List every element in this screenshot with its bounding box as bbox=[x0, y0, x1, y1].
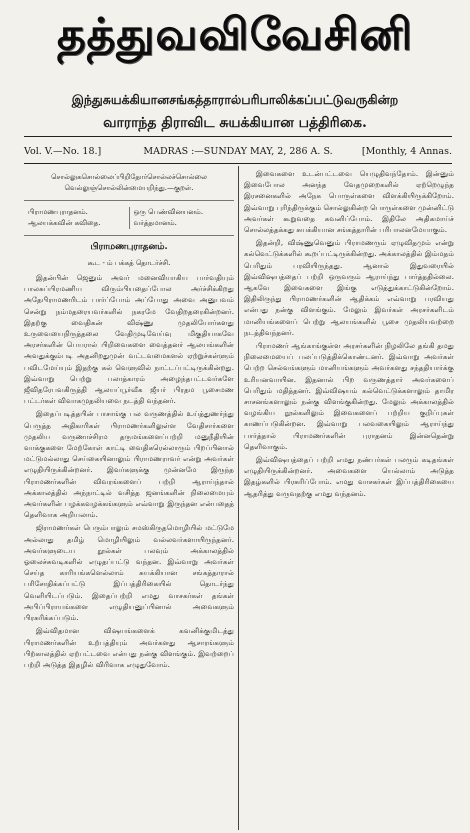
toc-item: வர்த்தமானம். bbox=[133, 219, 177, 227]
issue-date: MADRAS :—SUNDAY MAY, 2, 286 A. S. bbox=[143, 145, 333, 157]
paragraph: இதன்றி, விஷ்ணுவெனும் பிராமணரும் ஏழுவிதமும் என்று கல்வெட்டுக்களில் கூறப்பட்டிருக்கின்றது. அக்காலத்தில் இம்மதம் பெரிதும் பரவியிருந்தது. ஆனால் இதுவரையில் இவ்விஷயத்தைப் பற்றி ஒருவரும் ஆராய்ந்து பார்த்ததில்லை. ஆகவே இவைகளை இங்கு எடுத்துக்காட்டுகின்றோம். இதிலிருந்து பிராமணர்களின் ஆதிக்கம் எவ்வாறு பரவியது என்பது நன்கு விளங்கும். மேலும் இவர்கள் அரசர்களிடம் மானியங்களைப் பெற்று ஆலயங்களில் பூசை முதலியவற்றை நடத்திவந்தனர். bbox=[244, 238, 454, 337]
toc-item: ஒரு பெண்வினயனம். bbox=[133, 208, 204, 216]
toc-right bbox=[129, 207, 235, 229]
epigraph bbox=[24, 168, 234, 201]
epigraph-line-1: சொல்லுகசொல்லைப்பிறிதோர்சொல்லச்சொல்லை bbox=[51, 173, 207, 181]
article-title: பிராமணபுராதனம். bbox=[90, 242, 168, 252]
issue-price: [Monthly, 4 Annas. bbox=[361, 145, 452, 157]
masthead-subtitle: இந்துசுயக்கியானசங்கத்தாரால்பரிபாலிக்கப்பட்டுவருகின்ற bbox=[71, 92, 399, 107]
paragraph: பிராமணர் ஆங்காங்குள்ள அரசர்களின் நிழலிலே தங்கி தமது நிலைமையைப் பலப்படுத்திக்கொண்டனர். இவ்வாறு அவர்கள் பெற்ற செல்வங்களும் மானியங்களும் அவர்களது சந்ததியார்க்கு உரியனவாயின. இதனால் பிற வருணத்தார் அவர்களைப் பெரிதும் மதித்தனர். இவ்விஷயம் கல்வெட்டுக்களாலும் தாமிர சாசனங்களாலும் நன்கு விளங்குகின்றது. மேலும் அக்காலத்தில் வழங்கிய நூல்களிலும் இவைகளைப் பற்றிய குறிப்புகள் காணப்படுகின்றன. இவ்வாறு பலவகையிலும் ஆராய்ந்து பார்த்தால் பிராமணர்களின் புராதனம் இன்னதென்று தெளிவாகும். bbox=[244, 341, 454, 451]
column-divider bbox=[238, 166, 239, 830]
header-rule-bottom bbox=[24, 163, 452, 164]
issue-line bbox=[24, 140, 452, 162]
table-of-contents bbox=[24, 201, 234, 236]
masthead-tagline: வாராந்த திராவிட சுயக்கியான பத்திரிகை. bbox=[103, 115, 367, 131]
paragraph: இதன்பின் ஜெனும் அவர் மனைவியாகிய பார்வதியும் பாலசுப்பிரமணிய விரும்பியதைப்போல அர்ச்சிக்கிறது அதேபிராமணரிடம் பார்ப்போம் அப்போது அவை அனுபவம் சென்று நம்மதரையவர்களில் நகரமே வேதிறதரைகின்றனர். இதற்கு வைதிகன் விஷ்ணு முதலியோர்களது உருவையைநிருத்தலை வேதிமுடிவேய்வு மிகுதியாகவே அரசர்களின் பெயரால் பிறிவைகளை வைத்தனர் ஆலயங்களின் அவதுக்கும்படி அதனிறதுமுன் வட்டவமைகளல் ஏற்றுச்கள்ளும் பவிடமேய்யும் இதற்கு கல் வெளுவில் நாட்டப்பட்டிருக்கின்றது. இவ்வாறு பெற்று பலாத்காரம் அழைந்தபட்டவர்களே ஜீவிதரேபவகிருத்தி ஆலயப்பூர்வீக ஜீயர் பிரதம பூசைமண பட்டர்கள் விவாகமுதலியவை நடத்தி வந்தனர். bbox=[24, 273, 234, 406]
masthead-title: தத்துவவிவேசினி bbox=[56, 8, 414, 60]
header-rule-top bbox=[24, 136, 452, 137]
toc-left bbox=[24, 207, 129, 229]
epigraph-line-2: வெல்லுஞ்சொல்லின்மையறிந்து.—குறள். bbox=[64, 184, 194, 192]
paragraph: இவ்விதமான விஷயங்களைக் கவனிக்குமிடத்து பிராமணர்களின் உற்பத்தியும் அவர்களது ஆசாரங்களும் பிற்காலத்தில் ஏற்பட்டவை என்பது நன்கு விளங்கும். இவற்றைப் பற்றி அடுத்த இதழில் விரிவாக எழுதுவோம். bbox=[24, 626, 234, 669]
right-column bbox=[244, 168, 454, 830]
toc-item: ஆலயக்கவின் கவிதை. bbox=[28, 219, 101, 227]
article-byline: கூட - ம் பக்கத் தொடர்ச்சி. bbox=[87, 259, 171, 267]
left-column bbox=[24, 168, 234, 830]
toc-item: பிராமணபுராதனம். bbox=[28, 208, 88, 216]
paragraph: இவைகளை உடன்பட்டவை யெழுதிவந்தோம். இன்னும் இவைபோல அனந்த வேதமுறைகளில் ஏற்றெழுந்த இரசனைகளில் அநேக பொருள்களை விளக்கியிருக்கிறோம். இவ்வாறு புரிந்திருக்கும் சொல்லுகின்ற பொருள்களை முன்னிட்டு அவர்கள் கூறுவதை கவனிப்போம். இதிலே அதிகமாய்ச் சொல்லத்தக்கது சுயக்கியான சங்கத்தாரின் பரிபாலனமேயாகும். bbox=[244, 169, 454, 235]
paragraph: இவ்விஷயத்தைப் பற்றி எமது நண்பர்கள் பலரும் கடிதங்கள் எழுதியிருக்கின்றனர். அவைகளை யெல்லாம் அடுத்த இதழ்களில் பிரசுரிப்போம். எமது வாசகர்கள் இப்பத்திரிகையை ஆதரித்து வருவதற்கு எமது வந்தனம். bbox=[244, 455, 454, 498]
paragraph: ஜிராமணர்கள் பெரும்பாலும் சமஸ்கிருதமொழியில் மட்டுமே அல்லாது தமிழ் மொழியிலும் வல்லவர்களாயிருந்தனர். அவர்களுடைய நூல்கள் பலவும் அக்காலத்தில் ஓலைச்சுவடிகளில் எழுதப்பட்டு வந்தன. இவ்வாறு அவர்கள் செய்த காரியங்களெல்லாம் சுயக்கியான சங்கத்தாரால் பரிசோதிக்கப்பட்டு இப்பத்திரிகையில் தொடர்ந்து வெளியிடப்படும். இதைப்பற்றி எமது வாசகர்கள் தங்கள் அபிப்பிராயங்களை எழுதியனுப்பினால் அவைகளும் பிரசுரிக்கப்படும். bbox=[24, 523, 234, 623]
paragraph: இதைப்படித்தபின் பாசாங்கு பல வருணத்தில் உய்த்துணர்ந்து பெருத்த அதிகாரிகள் பிராமணர்களிலுள்ள வேதிசார்களை முதலிய வருணாச்சிரம தருமங்களைப்பற்றி மனுநீதியின் வாக்குகளை மேற்கோள் காட்டி வைதிகரெல்லாரும் பிறப்பினால் மட்டுமல்லாது செய்கையினாலும் பிராமணராவர் என்று அவர்கள் எழுதியிருக்கின்றனர். இவர்களுக்கு முன்னமே இருந்த பிராமணர்களின் விவரங்களைப் பற்றி ஆராய்ந்தால் அக்காலத்தில் அந்நாட்டில் வசித்த ஜனங்களின் நிலைமையும் அவர்களின் பழக்கவழக்கங்களும் எவ்வாறு இருந்தன என்பதைத் தெளிவாக அறியலாம். bbox=[24, 409, 234, 520]
issue-volume: Vol. V.—No. 18.] bbox=[24, 145, 102, 157]
